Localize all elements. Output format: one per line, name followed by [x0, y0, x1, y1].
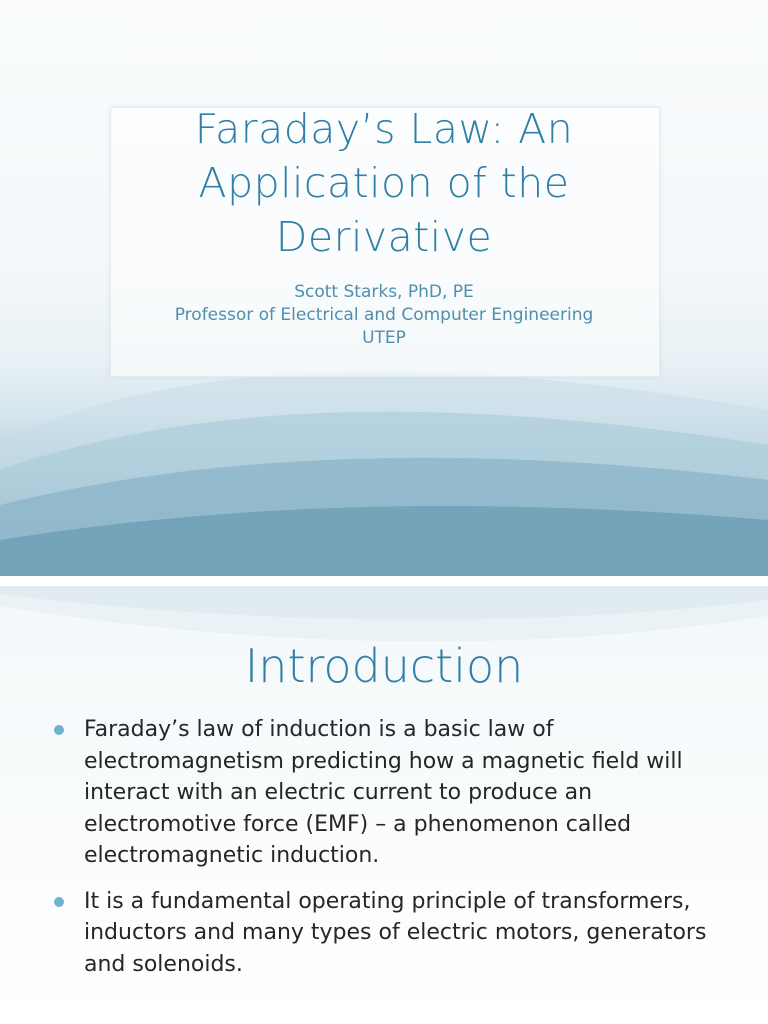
slide-title [110, 102, 658, 264]
author-title: Professor of Electrical and Computer Engineering [174, 305, 594, 325]
introduction-slide [0, 586, 768, 1024]
bullet-icon [54, 897, 64, 907]
author-name: Scott Starks, PhD, PE [294, 282, 474, 302]
title-line: Derivative [275, 213, 493, 261]
slide-subtitle [110, 281, 658, 350]
bullet-icon [54, 725, 64, 735]
bullet-text: It is a fundamental operating principle of transformers, inductors and many types of electric motors, generators and solenoids. [84, 888, 707, 977]
bullet-text: Faraday’s law of induction is a basic law of electromagnetism predicting how a magnetic field will interact with an electric current to produce an electromotive force (EMF) – a phenomenon called electromagnetic induction. [84, 717, 683, 868]
title-line: Application of the [198, 159, 570, 207]
bullet-list [54, 714, 744, 994]
slide-heading: Introduction [244, 639, 524, 693]
title-line: Faraday’s Law: An [194, 105, 574, 153]
list-item [54, 886, 744, 981]
slide-divider [0, 576, 768, 586]
author-institution: UTEP [362, 328, 406, 348]
list-item [54, 714, 744, 872]
